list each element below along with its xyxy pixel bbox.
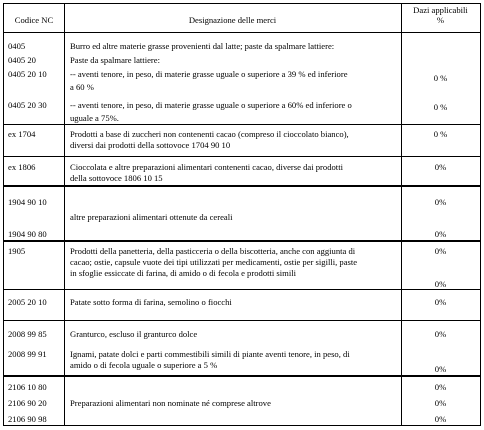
duty-cell: 0%	[434, 398, 447, 408]
designation-line: in sfoglie essiccate di farina, di amido o di fecola e prodotti simili	[70, 268, 297, 278]
designation-line: Ignami, patate dolci e parti commestibili simili di piante aventi tenore, in peso, di	[70, 349, 350, 359]
designation-line: diversi dai prodotti della sottovoce 1704 90 10	[70, 140, 231, 150]
designation-line: della sottovoce 1806 10 15	[70, 173, 163, 183]
designation-line: -- aventi tenore, in peso, di materie grasse uguale o superiore a 39 % ed inferiore	[70, 69, 348, 79]
designation-line: Prodotti a base di zuccheri non contenenti cacao (compreso il cioccolato bianco),	[70, 129, 349, 139]
duty-cell: 0%	[434, 382, 447, 392]
code-cell: 0405 20 10	[8, 69, 47, 79]
duty-cell: 0 %	[433, 73, 448, 83]
header-designation: Designazione delle merci	[188, 15, 277, 25]
code-cell: 1905	[8, 246, 26, 256]
code-cell: 1904 90 10	[8, 197, 47, 207]
designation-line: Granturco, escluso il granturco dolce	[70, 329, 198, 339]
duty-cell: 0 %	[433, 129, 448, 139]
designation-line: Preparazioni alimentari non nominate né comprese altrove	[70, 398, 271, 408]
duty-cell: 0%	[434, 162, 447, 172]
row-divider	[4, 124, 480, 125]
header-code: Codice NC	[14, 15, 54, 25]
row-divider	[4, 320, 480, 321]
code-cell: 2106 90 20	[8, 398, 47, 408]
code-cell: ex 1704	[8, 129, 36, 139]
header-duty-unit: %	[436, 15, 445, 25]
code-cell: 2106 90 98	[8, 414, 47, 424]
duty-cell: 0%	[434, 229, 447, 239]
duty-cell: 0%	[434, 279, 447, 289]
duty-cell: 0%	[434, 297, 447, 307]
designation-line: Prodotti della panetteria, della pasticceria o della biscotteria, anche con aggiunta di	[70, 246, 356, 256]
designation-line: Patate sotto forma di farina, semolino o fiocchi	[70, 297, 232, 307]
duty-cell: 0%	[434, 414, 447, 424]
tariff-table	[3, 3, 481, 426]
duty-cell: 0%	[434, 197, 447, 207]
code-cell: 2008 99 91	[8, 349, 47, 359]
code-cell: 0405 20 30	[8, 100, 47, 110]
code-cell: 2008 99 85	[8, 329, 47, 339]
code-cell: 2005 20 10	[8, 297, 47, 307]
duty-cell: 0 %	[433, 102, 448, 112]
row-divider	[4, 32, 480, 33]
column-divider	[401, 4, 402, 425]
designation-line: altre preparazioni alimentari ottenute da cereali	[70, 212, 233, 222]
header-duty: Dazi applicabili	[413, 5, 468, 15]
code-cell: 1904 90 80	[8, 229, 47, 239]
designation-line: Cioccolata e altre preparazioni alimentari contenenti cacao, diverse dai prodotti	[70, 162, 343, 172]
designation-line: uguale a 75%.	[70, 113, 119, 123]
designation-line: Burro ed altre materie grasse provenienti dal latte; paste da spalmare lattiere:	[70, 41, 335, 51]
designation-line: a 60 %	[70, 82, 94, 92]
row-divider	[4, 289, 480, 290]
column-divider	[64, 4, 65, 425]
row-divider	[4, 240, 480, 242]
code-cell: 0405 20	[8, 55, 36, 65]
code-cell: 2106 10 80	[8, 382, 47, 392]
duty-cell: 0%	[434, 246, 447, 256]
designation-line: amido o di fecola uguale o superiore a 5 %	[70, 360, 218, 370]
designation-line: cacao; ostie, capsule vuote dei tipi utilizzati per medicamenti, ostie per sigilli, paste	[70, 257, 358, 267]
row-divider	[4, 375, 480, 377]
designation-line: -- aventi tenore, in peso, di materie grasse uguale o superiore a 60% ed inferiore o	[70, 100, 352, 110]
duty-cell: 0%	[434, 364, 447, 374]
code-cell: ex 1806	[8, 162, 36, 172]
row-divider	[4, 185, 480, 187]
row-divider	[4, 156, 480, 157]
designation-line: Paste da spalmare lattiere:	[70, 55, 160, 65]
duty-cell: 0%	[434, 329, 447, 339]
code-cell: 0405	[8, 41, 26, 51]
